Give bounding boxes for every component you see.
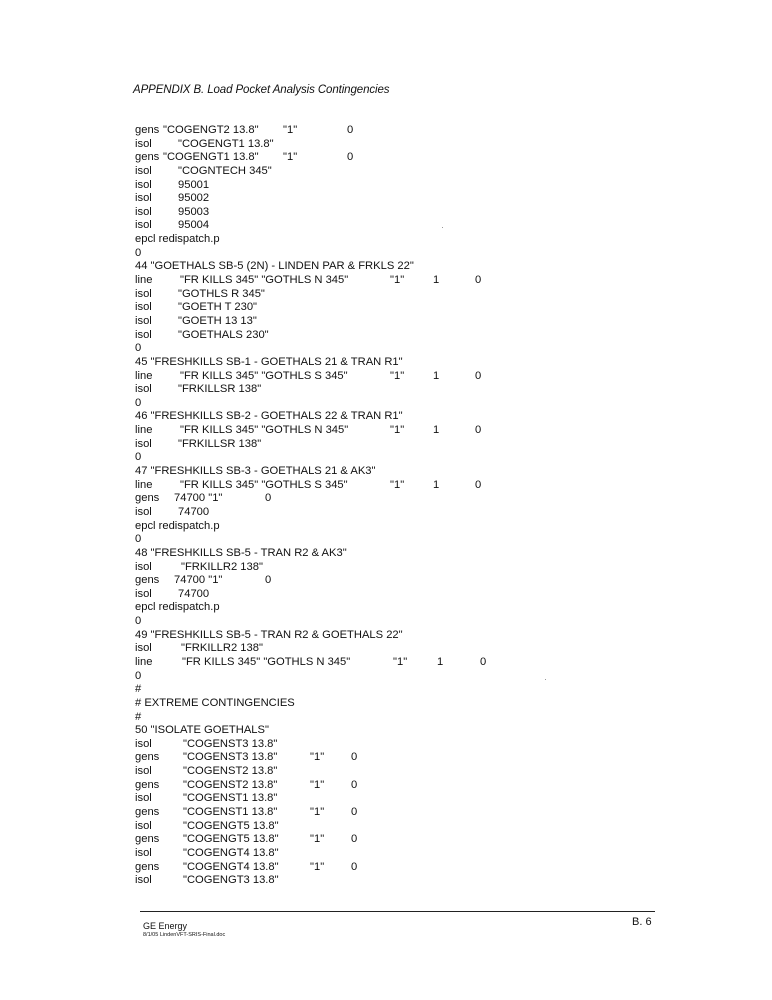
command-text: 0 <box>135 533 142 546</box>
command-keyword: gens <box>135 492 160 505</box>
command-keyword: isol <box>135 328 152 341</box>
scan-speck <box>545 679 546 680</box>
command-keyword: isol <box>135 287 152 300</box>
command-keyword: line <box>135 369 153 382</box>
command-text: 0 <box>475 424 482 437</box>
command-text: "GOTHLS R 345" <box>178 287 265 300</box>
command-text: "1" <box>283 124 298 136</box>
command-text: 74700 <box>178 505 210 518</box>
command-text: "COGNTECH 345" <box>178 164 272 177</box>
command-text: 95004 <box>178 219 210 232</box>
command-text: 0 <box>475 274 482 287</box>
command-text: "FR KILLS 345" "GOTHLS N 345" <box>180 274 349 287</box>
command-text: 0 <box>135 342 142 355</box>
command-text: "1" <box>310 833 325 846</box>
command-text: "COGENST3 13.8" <box>183 751 278 764</box>
command-keyword: isol <box>135 437 152 450</box>
command-keyword: gens <box>135 751 160 764</box>
command-text: epcl redispatch.p <box>135 233 220 246</box>
command-text: 0 <box>135 246 142 259</box>
command-text: 0 <box>351 806 358 819</box>
command-keyword: isol <box>135 383 152 396</box>
command-keyword: line <box>135 424 153 437</box>
command-text: "COGENST2 13.8" <box>183 778 278 791</box>
command-text: 46 "FRESHKILLS SB-2 - GOETHALS 22 & TRAN R1" <box>135 410 403 423</box>
command-text: 0 <box>480 655 487 668</box>
command-text: 0 <box>475 478 482 491</box>
command-text: 1 <box>437 655 444 668</box>
command-keyword: isol <box>135 178 152 191</box>
command-text: 95003 <box>178 205 210 218</box>
command-text: "FRKILLR2 138" <box>181 642 263 655</box>
command-keyword: gens <box>135 860 160 873</box>
command-text: 0 <box>347 124 354 136</box>
command-text: 0 <box>351 860 358 873</box>
command-keyword: isol <box>135 192 152 205</box>
command-keyword: isol <box>135 846 152 859</box>
command-text: 49 "FRESHKILLS SB-5 - TRAN R2 & GOETHALS 22" <box>135 628 403 641</box>
command-text: "1" <box>390 274 405 287</box>
command-text: "COGENGT4 13.8" <box>183 846 279 859</box>
command-text: 47 "FRESHKILLS SB-3 - GOETHALS 21 & AK3" <box>135 465 376 478</box>
command-keyword: isol <box>135 587 152 600</box>
command-text: "FR KILLS 345" "GOTHLS S 345" <box>180 478 348 491</box>
command-text: "COGENGT2 13.8" <box>163 124 259 136</box>
command-text: "COGENST3 13.8" <box>183 737 278 750</box>
command-text: epcl redispatch.p <box>135 519 220 532</box>
command-keyword: isol <box>135 765 152 778</box>
command-keyword: isol <box>135 205 152 218</box>
command-keyword: isol <box>135 314 152 327</box>
command-keyword: gens <box>135 806 160 819</box>
command-text: 0 <box>351 751 358 764</box>
command-text: 0 <box>347 151 354 164</box>
command-text: 95002 <box>178 192 210 205</box>
command-text: 1 <box>433 478 440 491</box>
footer-company: GE Energy <box>143 921 188 931</box>
command-text: 0 <box>351 833 358 846</box>
command-text: "COGENGT5 13.8" <box>183 819 279 832</box>
command-keyword: isol <box>135 792 152 805</box>
command-text: "COGENST1 13.8" <box>183 792 278 805</box>
command-text: 50 "ISOLATE GOETHALS" <box>135 724 269 737</box>
command-text: 0 <box>135 396 142 409</box>
command-text: "1" <box>310 751 325 764</box>
command-keyword: gens <box>135 574 160 587</box>
command-keyword: gens <box>135 833 160 846</box>
command-text: # <box>135 710 142 723</box>
command-text: "COGENST1 13.8" <box>183 806 278 819</box>
command-text: "1" <box>390 424 405 437</box>
command-text: "1" <box>393 655 408 668</box>
command-keyword: gens <box>135 151 160 164</box>
page-number: B. 6 <box>632 916 652 928</box>
command-text: "1" <box>310 860 325 873</box>
command-text: 1 <box>433 369 440 382</box>
command-keyword: isol <box>135 642 152 655</box>
command-keyword: isol <box>135 819 152 832</box>
command-text: 0 <box>475 369 482 382</box>
command-keyword: isol <box>135 301 152 314</box>
command-text: 0 <box>351 778 358 791</box>
command-text: 74700 "1" <box>174 492 223 505</box>
command-keyword: line <box>135 274 153 287</box>
command-text: 74700 "1" <box>174 574 223 587</box>
command-text: 0 <box>135 451 142 464</box>
command-text: "FRKILLSR 138" <box>178 383 262 396</box>
command-keyword: isol <box>135 737 152 750</box>
command-text: "1" <box>283 151 298 164</box>
command-keyword: gens <box>135 124 160 136</box>
footer-filename: 8/1/05 LindenVFT-SRIS-Final.doc <box>143 932 226 938</box>
command-text: "1" <box>390 478 405 491</box>
command-text: "FR KILLS 345" "GOTHLS N 345" <box>182 655 351 668</box>
command-text: "FRKILLSR 138" <box>178 437 262 450</box>
command-text: "COGENGT3 13.8" <box>183 874 279 887</box>
command-text: 48 "FRESHKILLS SB-5 - TRAN R2 & AK3" <box>135 546 347 559</box>
command-keyword: gens <box>135 778 160 791</box>
command-text: "1" <box>310 778 325 791</box>
command-text: "COGENGT5 13.8" <box>183 833 279 846</box>
command-text: "GOETH T 230" <box>178 301 258 314</box>
command-text: "1" <box>310 806 325 819</box>
command-text: "FR KILLS 345" "GOTHLS S 345" <box>180 369 348 382</box>
command-keyword: line <box>135 655 153 668</box>
command-text: "COGENGT1 13.8" <box>163 151 259 164</box>
command-text: "GOETH 13 13" <box>178 314 257 327</box>
command-text: 0 <box>135 669 142 682</box>
command-text: 44 "GOETHALS SB-5 (2N) - LINDEN PAR & FRKLS 22" <box>135 260 414 273</box>
command-text: "COGENST2 13.8" <box>183 765 278 778</box>
command-text: "COGENGT4 13.8" <box>183 860 279 873</box>
page-header-title: APPENDIX B. Load Pocket Analysis Contingencies <box>133 84 390 96</box>
command-text: "FR KILLS 345" "GOTHLS N 345" <box>180 424 349 437</box>
command-text: # EXTREME CONTINGENCIES <box>135 696 295 709</box>
command-text: # <box>135 683 142 696</box>
command-text: "COGENGT1 13.8" <box>178 137 274 150</box>
command-text: "FRKILLR2 138" <box>181 560 263 573</box>
command-text: 74700 <box>178 587 210 600</box>
command-keyword: isol <box>135 560 152 573</box>
command-text: epcl redispatch.p <box>135 601 220 614</box>
command-text: 95001 <box>178 178 210 191</box>
command-keyword: isol <box>135 219 152 232</box>
command-text: 0 <box>265 574 272 587</box>
command-text: "1" <box>390 369 405 382</box>
command-keyword: line <box>135 478 153 491</box>
command-text: 0 <box>135 615 142 628</box>
footer-divider <box>140 911 655 912</box>
scan-speck <box>442 227 443 228</box>
command-text: 1 <box>433 274 440 287</box>
command-keyword: isol <box>135 505 152 518</box>
command-text: 0 <box>265 492 272 505</box>
command-text: 45 "FRESHKILLS SB-1 - GOETHALS 21 & TRAN R1" <box>135 355 403 368</box>
command-text: 1 <box>433 424 440 437</box>
command-text: "GOETHALS 230" <box>178 328 269 341</box>
command-keyword: isol <box>135 164 152 177</box>
command-keyword: isol <box>135 137 152 150</box>
command-keyword: isol <box>135 874 152 887</box>
